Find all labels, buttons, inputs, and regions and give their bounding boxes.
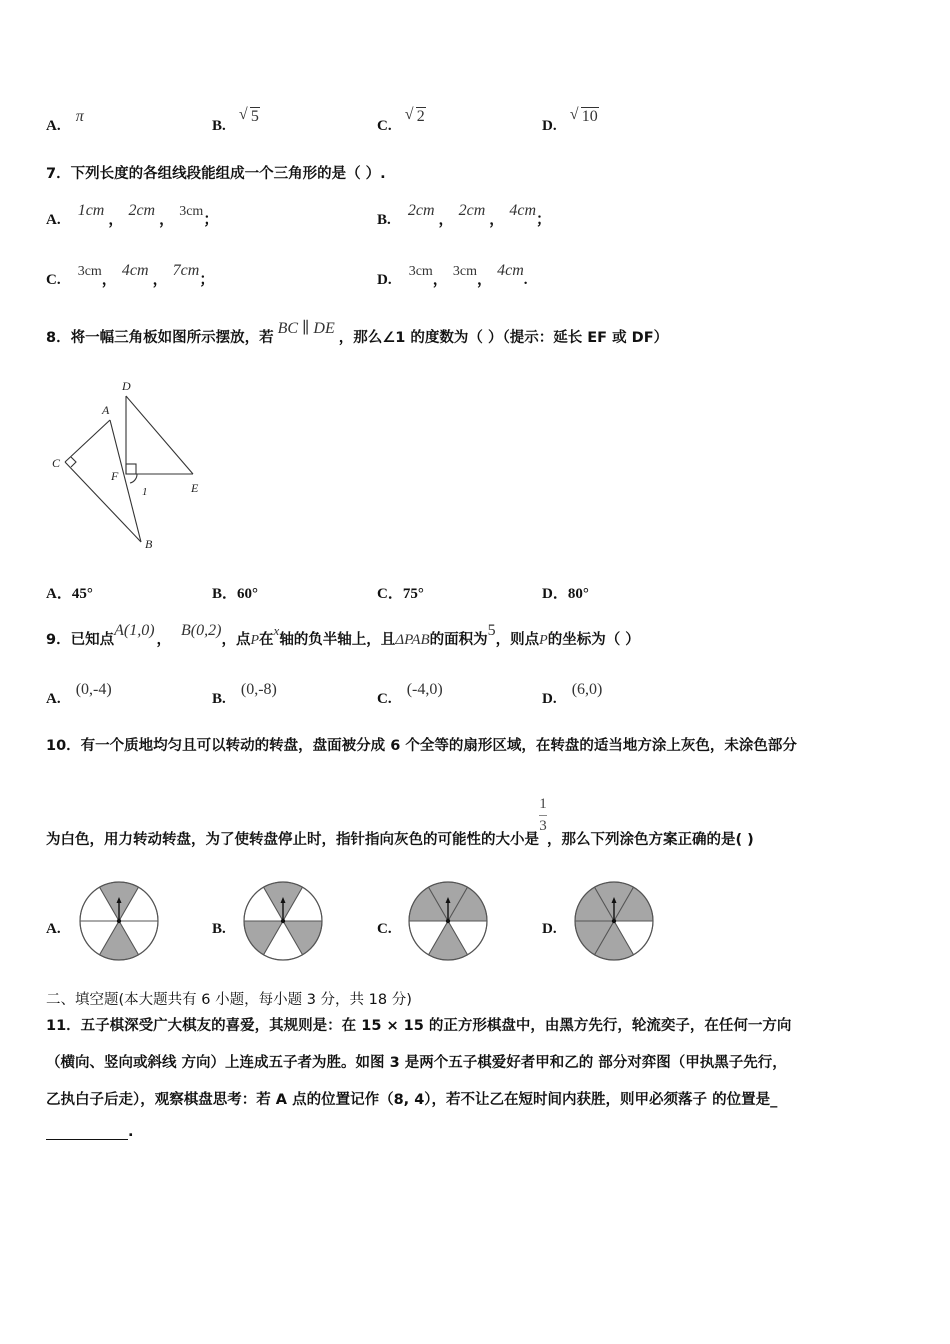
spinner-a: [78, 880, 160, 962]
q11-answer-blank: .: [46, 1124, 134, 1140]
q7-option-c: C. 3cm， 4cm， 7cm；: [46, 262, 215, 288]
q7-option-a: A. 1cm， 2cm， 3cm；: [46, 202, 219, 228]
q8-option-b: B．60°: [212, 586, 259, 602]
q7-option-b: B. 2cm， 2cm， 4cm；: [377, 202, 552, 228]
q11-line3: 乙执白子后走），观察棋盘思考：若 A 点的位置记作（8, 4），若不让乙在短时间内获胜，则甲必须落子 的位置是_: [46, 1092, 778, 1108]
label-e: E: [191, 481, 199, 495]
answer-blank[interactable]: [46, 1125, 128, 1140]
q6-option-a: A. π: [46, 108, 84, 134]
q9-option-d: D. (6,0): [542, 681, 603, 707]
spinner-d: [573, 880, 655, 962]
label-f: F: [111, 469, 119, 483]
q10-option-a-label: A.: [46, 921, 61, 937]
spinner-b: [242, 880, 324, 962]
label-c: C: [52, 456, 61, 470]
q9-stem: 9．已知点A(1,0)，B(0,2)，点P在x轴的负半轴上，且ΔPAB的面积为5，则点P的坐标为（ ）: [46, 622, 640, 648]
q8-option-a: A．45°: [46, 586, 93, 602]
q11-line1: 11．五子棋深受广大棋友的喜爱，其规则是：在 15 × 15 的正方形棋盘中，由黑方先行，轮流奕子，在任何一方向: [46, 1018, 792, 1034]
q9-option-a: A. (0,-4): [46, 681, 112, 707]
label-angle-1: 1: [142, 486, 148, 498]
fraction-one-third: $\frac{1}{3}$: [539, 796, 547, 834]
triangle-figure: [40, 370, 220, 560]
parallel-expr: BC ∥ DE: [277, 320, 335, 337]
section-title: 二、填空题(本大题共有 6 小题，每小题 3 分，共 18 分): [46, 992, 412, 1008]
sqrt-expr: √ 10: [572, 108, 599, 126]
q6-option-d: D. √ 10: [542, 115, 599, 135]
spinner-c: [407, 880, 489, 962]
q8-stem: 8．将一幅三角板如图所示摆放，若BC ∥ DE，那么∠1 的度数为（ ）（提示：延长 EF 或 DF）: [46, 320, 669, 346]
q10-line1: 10．有一个质地均匀且可以转动的转盘，盘面被分成 6 个全等的扇形区域，在转盘的适当地方涂上灰色，未涂色部分: [46, 738, 797, 754]
q7-option-d: D. 3cm， 3cm， 4cm.: [377, 262, 528, 288]
q11-line2: （横向、竖向或斜线 方向）上连成五子者为胜。如图 3 是两个五子棋爱好者甲和乙的 部分对弈图（甲执黑子先行，: [46, 1055, 787, 1071]
q7-stem: 7．下列长度的各组线段能组成一个三角形的是（ ）.: [46, 166, 386, 182]
q9-option-b: B. (0,-8): [212, 681, 277, 707]
q9-option-c: C. (-4,0): [377, 681, 443, 707]
q10-option-b-label: B.: [212, 921, 226, 937]
label-d: D: [122, 379, 131, 393]
q10-option-d-label: D.: [542, 921, 557, 937]
sqrt-expr: √ 2: [407, 108, 426, 126]
sqrt-expr: √ 5: [241, 108, 260, 126]
q6-option-b: B. √ 5: [212, 115, 260, 135]
label-a: A: [102, 403, 110, 417]
label-b: B: [145, 537, 153, 551]
q10-line2: 为白色，用力转动转盘，为了使转盘停止时，指针指向灰色的可能性的大小是 $\frac{1}{3}$ ，那么下列涂色方案正确的是( ): [46, 796, 754, 848]
q10-option-c-label: C.: [377, 921, 392, 937]
q8-option-d: D．80°: [542, 586, 589, 602]
q8-option-c: C．75°: [377, 586, 424, 602]
q6-option-c: C. √ 2: [377, 115, 426, 135]
